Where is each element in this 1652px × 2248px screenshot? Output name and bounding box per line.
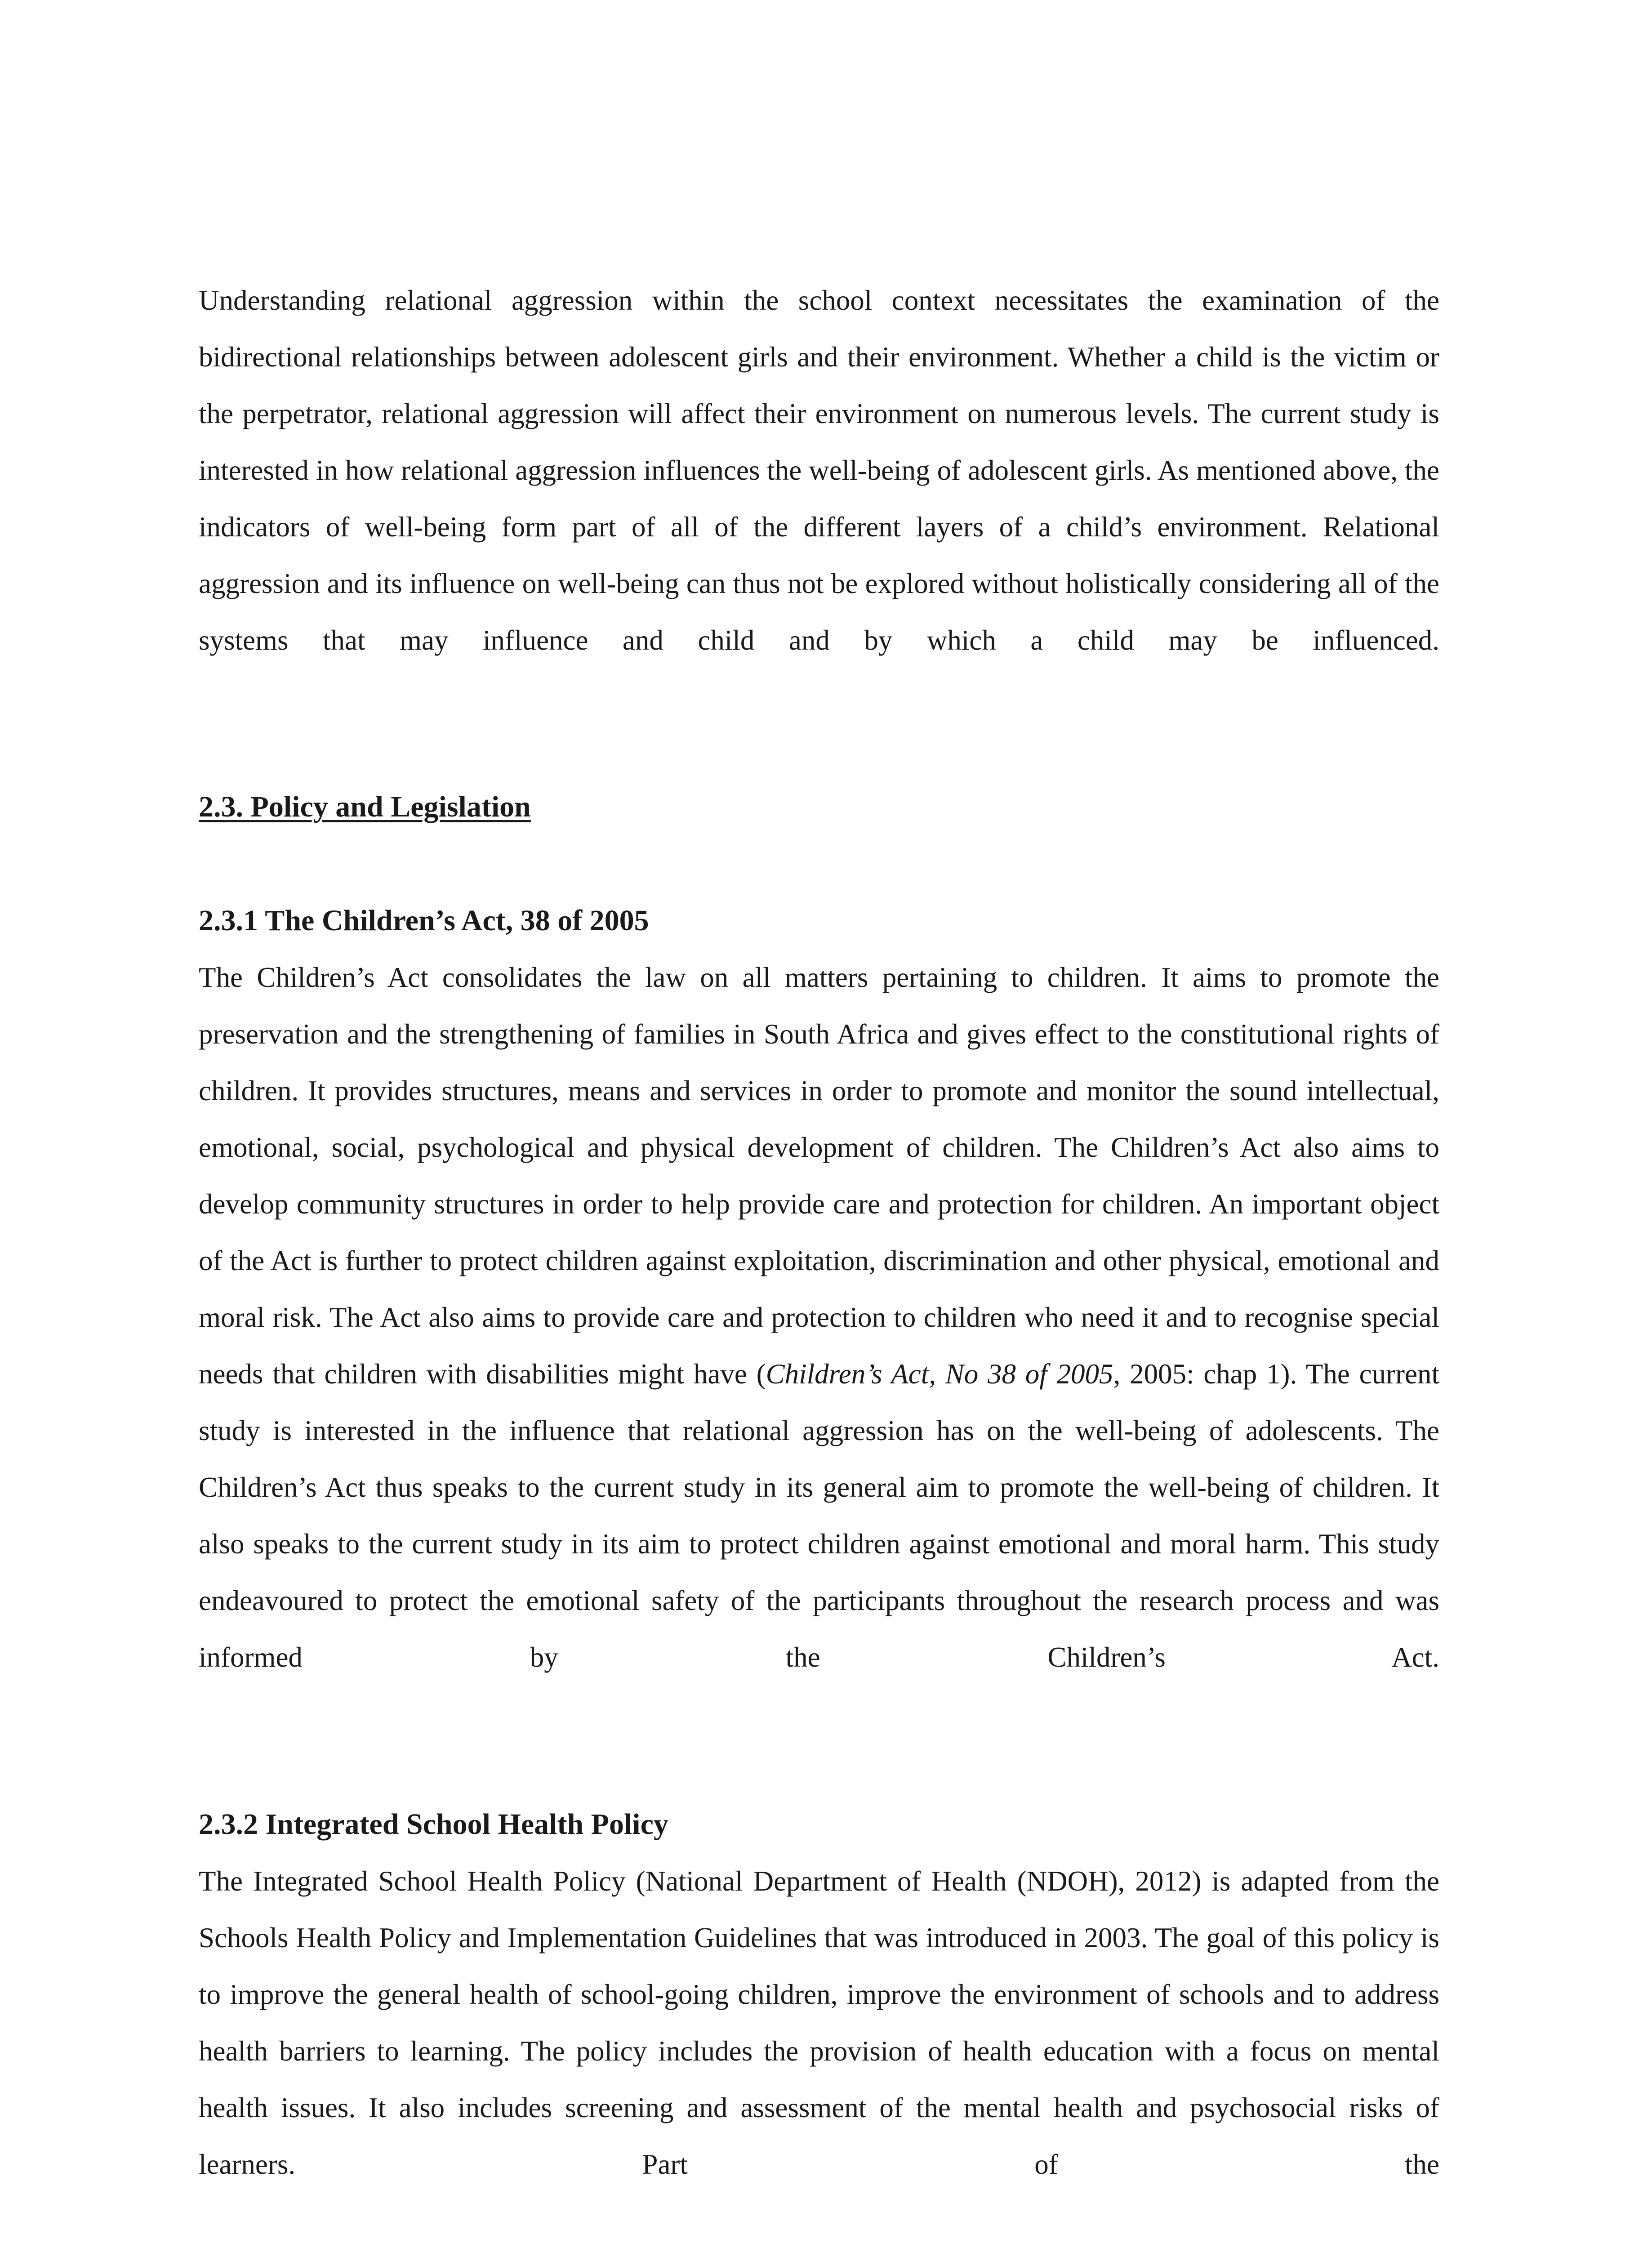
body-paragraph: Understanding relational aggression within the school context necessitates the examination of the bidirectional relationships between adolescent girls and their environment. Whether a child is the victim or the perpetrator, relational aggression will affect their environment on numerous levels. The current study is interested in how relational aggression influences the well-being of adolescent girls. As mentioned above, the indicators of well-being form part of all of the different layers of a child’s environment. Relational aggression and its influence on well-being can thus not be explored without holistically considering all of the systems that may influence and child and by which a child may be influenced. (199, 285, 1439, 656)
paragraph-text: , 2005: chap 1). The current study is interested in the influence that relational aggression has on the well-being of adolescents. The Children’s Act thus speaks to the current study in its general aim to promote the well-being of children. It also speaks to the current study in its aim to protect children against emotional and moral harm. This study endeavoured to protect the emotional safety of the participants throughout the research process and was informed by the Children’s Act. (199, 1358, 1439, 1673)
citation-title: Children’s Act, No 38 of 2005 (766, 1358, 1113, 1390)
body-paragraph (199, 949, 1439, 1742)
section-heading: 2.3. Policy and Legislation (199, 790, 531, 823)
subsection-heading: 2.3.2 Integrated School Health Policy (199, 1808, 668, 1841)
paragraph-text: The Children’s Act consolidates the law on all matters pertaining to children. It aims to promote the preservation and the strengthening of families in South Africa and gives effect to the constitutional rights of children. It provides structures, means and services in order to promote and monitor the sound intellectual, emotional, social, psychological and physical development of children. The Children’s Act also aims to develop community structures in order to help provide care and protection for children. An important object of the Act is further to protect children against exploitation, discrimination and other physical, emotional and moral risk. The Act also aims to provide care and protection to children who need it and to recognise special needs that children with disabilities might have ( (199, 962, 1439, 1390)
body-paragraph: The Integrated School Health Policy (National Department of Health (NDOH), 2012) is adapted from the Schools Health Policy and Implementation Guidelines that was introduced in 2003. The goal of this policy is to improve the general health of school-going children, improve the environment of schools and to address health barriers to learning. The policy includes the provision of health education with a focus on mental health issues. It also includes screening and assessment of the mental health and psychosocial risks of learners. Part of the (199, 1865, 1439, 2180)
subsection-heading: 2.3.1 The Children’s Act, 38 of 2005 (199, 904, 649, 937)
